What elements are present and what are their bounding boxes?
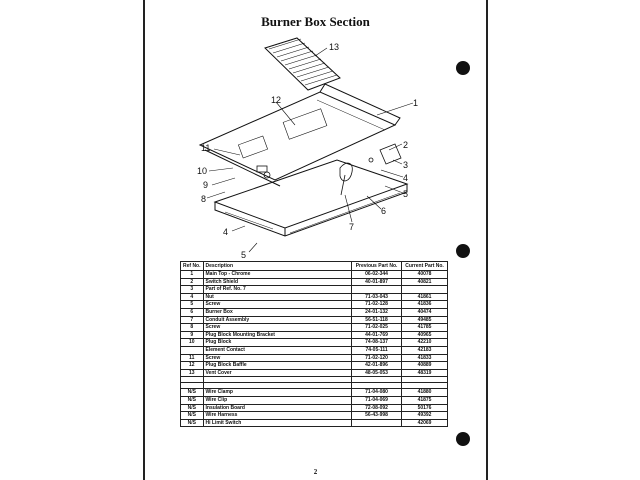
parts-table-body xyxy=(181,271,448,427)
part-description-cell: Wire Clip xyxy=(203,396,352,404)
callout-7: 7 xyxy=(349,222,355,232)
page-number: 2 xyxy=(313,468,318,476)
part-ref-cell: N/S xyxy=(181,412,204,420)
current-part-cell: 41880 xyxy=(402,389,448,397)
binder-hole-middle xyxy=(456,244,470,258)
manual-page xyxy=(143,0,488,480)
previous-part-cell: 71-02-120 xyxy=(352,354,402,362)
part-ref-cell: N/S xyxy=(181,419,204,427)
current-part-cell: 50176 xyxy=(402,404,448,412)
previous-part-cell: 74-05-111 xyxy=(352,346,402,354)
part-description-cell: Wire Harness xyxy=(203,412,352,420)
table-row xyxy=(181,396,448,404)
callout-10: 10 xyxy=(197,166,208,176)
part-description-cell: Nut xyxy=(203,293,352,301)
table-row xyxy=(181,339,448,347)
part-description-cell: Hi Limit Switch xyxy=(203,419,352,427)
table-row xyxy=(181,271,448,279)
callout-5: 5 xyxy=(403,189,409,199)
current-part-cell: 41836 xyxy=(402,301,448,309)
part-ref-cell: 1 xyxy=(181,271,204,279)
part-ref-cell: 3 xyxy=(181,286,204,294)
previous-part-cell: 06-02-344 xyxy=(352,271,402,279)
page-title: Burner Box Section xyxy=(261,14,370,29)
part-description-cell: Switch Shield xyxy=(203,278,352,286)
current-part-cell: 40821 xyxy=(402,278,448,286)
previous-part-cell: 72-08-092 xyxy=(352,404,402,412)
callout-lines xyxy=(207,48,413,252)
part-ref-cell: N/S xyxy=(181,389,204,397)
previous-part-cell: 56-51-118 xyxy=(352,316,402,324)
main-top-drawing xyxy=(200,84,400,186)
callout-9: 9 xyxy=(203,180,209,190)
table-row xyxy=(181,412,448,420)
previous-part-cell: 71-02-128 xyxy=(352,301,402,309)
part-ref-cell: 6 xyxy=(181,308,204,316)
previous-part-cell: 71-02-025 xyxy=(352,324,402,332)
part-description-cell: Plug Block xyxy=(203,339,352,347)
previous-part-cell: 48-05-053 xyxy=(352,369,402,377)
current-part-cell: 40078 xyxy=(402,271,448,279)
current-part-cell: 42183 xyxy=(402,346,448,354)
table-row xyxy=(181,404,448,412)
part-ref-cell: N/S xyxy=(181,396,204,404)
current-part-cell: 49392 xyxy=(402,412,448,420)
part-ref-cell: 5 xyxy=(181,301,204,309)
table-row xyxy=(181,362,448,370)
part-ref-cell: N/S xyxy=(181,404,204,412)
part-ref-cell: 7 xyxy=(181,316,204,324)
header-current: Current Part No. xyxy=(402,262,448,271)
current-part-cell: 42210 xyxy=(402,339,448,347)
part-description-cell: Screw xyxy=(203,324,352,332)
current-part-cell: 40889 xyxy=(402,362,448,370)
part-ref-cell: 9 xyxy=(181,331,204,339)
parts-table xyxy=(180,261,448,427)
previous-part-cell: 40-01-897 xyxy=(352,278,402,286)
part-description-cell: Screw xyxy=(203,354,352,362)
part-description-cell: Vent Cover xyxy=(203,369,352,377)
part-description-cell: Insulation Board xyxy=(203,404,352,412)
part-description-cell: Part of Ref. No. 7 xyxy=(203,286,352,294)
table-row xyxy=(181,369,448,377)
table-header-row xyxy=(181,262,448,271)
current-part-cell: 41785 xyxy=(402,324,448,332)
part-ref-cell: 4 xyxy=(181,293,204,301)
callout-8: 8 xyxy=(201,194,207,204)
part-ref-cell: 13 xyxy=(181,369,204,377)
current-part-cell: 49485 xyxy=(402,316,448,324)
part-description-cell: Wire Clamp xyxy=(203,389,352,397)
current-part-cell: 42069 xyxy=(402,419,448,427)
callout-12: 12 xyxy=(271,95,282,105)
table-row xyxy=(181,316,448,324)
part-description-cell: Main Top - Chrome xyxy=(203,271,352,279)
header-description: Description xyxy=(203,262,352,271)
table-row xyxy=(181,293,448,301)
exploded-diagram xyxy=(145,0,490,260)
callout-3: 3 xyxy=(403,160,409,170)
part-ref-cell xyxy=(181,346,204,354)
table-row xyxy=(181,286,448,294)
burner-box-drawing xyxy=(215,160,407,236)
part-description-cell: Conduit Assembly xyxy=(203,316,352,324)
callout-4: 4 xyxy=(403,173,409,183)
current-part-cell: 40474 xyxy=(402,308,448,316)
table-row xyxy=(181,354,448,362)
table-row xyxy=(181,324,448,332)
previous-part-cell xyxy=(352,419,402,427)
previous-part-cell: 44-01-769 xyxy=(352,331,402,339)
header-ref: Ref No. xyxy=(181,262,204,271)
switch-shield-drawing xyxy=(257,144,401,195)
previous-part-cell: 42-01-896 xyxy=(352,362,402,370)
callout-6: 6 xyxy=(381,206,387,216)
part-ref-cell: 8 xyxy=(181,324,204,332)
callout-1: 1 xyxy=(413,98,419,108)
callout-5-lower: 5 xyxy=(241,250,247,260)
part-description-cell: Element Contact xyxy=(203,346,352,354)
table-row xyxy=(181,331,448,339)
current-part-cell: 41833 xyxy=(402,354,448,362)
current-part-cell: 41861 xyxy=(402,293,448,301)
current-part-cell: 48319 xyxy=(402,369,448,377)
table-row xyxy=(181,389,448,397)
previous-part-cell: 71-04-080 xyxy=(352,389,402,397)
binder-hole-bottom xyxy=(456,432,470,446)
previous-part-cell: 74-08-137 xyxy=(352,339,402,347)
previous-part-cell: 71-03-043 xyxy=(352,293,402,301)
previous-part-cell: 24-01-132 xyxy=(352,308,402,316)
previous-part-cell: 56-43-998 xyxy=(352,412,402,420)
table-row xyxy=(181,419,448,427)
table-row xyxy=(181,346,448,354)
table-row xyxy=(181,308,448,316)
callout-13: 13 xyxy=(329,42,340,52)
current-part-cell: 41875 xyxy=(402,396,448,404)
binder-hole-top xyxy=(456,61,470,75)
callout-11: 11 xyxy=(201,143,211,153)
previous-part-cell: 71-04-069 xyxy=(352,396,402,404)
part-ref-cell: 2 xyxy=(181,278,204,286)
current-part-cell xyxy=(402,286,448,294)
part-ref-cell: 11 xyxy=(181,354,204,362)
table-row xyxy=(181,301,448,309)
callout-2: 2 xyxy=(403,140,409,150)
part-description-cell: Screw xyxy=(203,301,352,309)
part-ref-cell: 12 xyxy=(181,362,204,370)
part-description-cell: Burner Box xyxy=(203,308,352,316)
part-description-cell: Plug Block Baffle xyxy=(203,362,352,370)
part-description-cell: Plug Block Mounting Bracket xyxy=(203,331,352,339)
part-ref-cell: 10 xyxy=(181,339,204,347)
table-row xyxy=(181,278,448,286)
current-part-cell: 40965 xyxy=(402,331,448,339)
header-previous: Previous Part No. xyxy=(352,262,402,271)
callout-4-lower: 4 xyxy=(223,227,229,237)
previous-part-cell xyxy=(352,286,402,294)
